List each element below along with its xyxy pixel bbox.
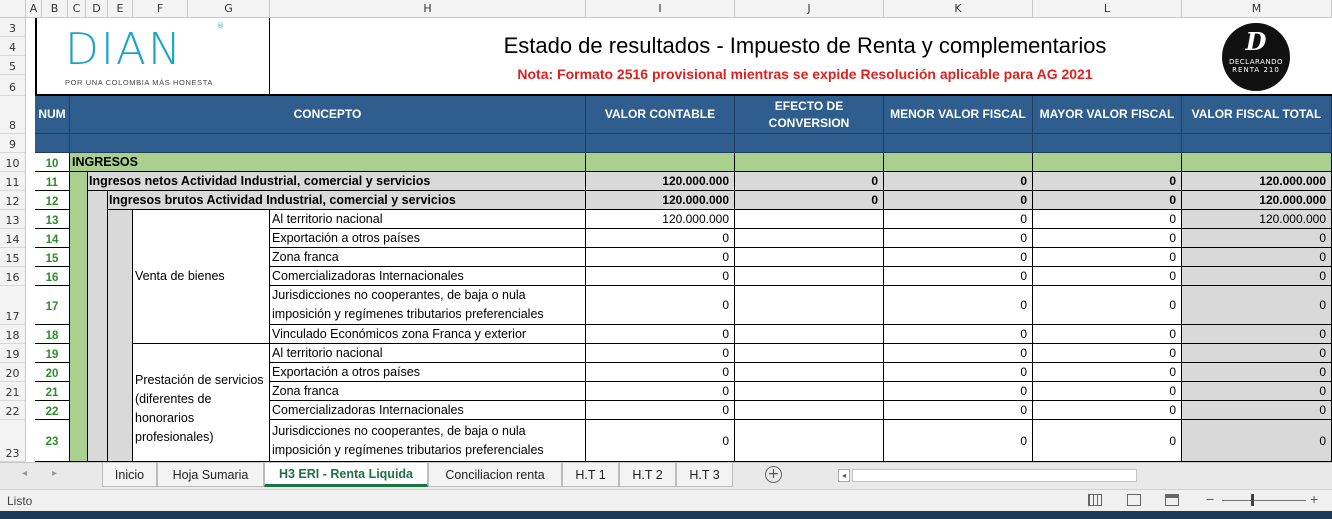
efecto-conversion-cell[interactable]	[735, 401, 884, 420]
valor-fiscal-total-cell[interactable]: 0	[1182, 420, 1332, 462]
valor-fiscal-total-cell[interactable]: 120.000.000	[1182, 210, 1332, 229]
ingresos-netos-ma[interactable]: 0	[1033, 172, 1182, 191]
concept-label[interactable]: Jurisdicciones no cooperantes, de baja o nula imposición y regímenes tributarios preferenciales	[270, 286, 586, 325]
row-header[interactable]: 21	[0, 382, 26, 401]
efecto-conversion-cell[interactable]	[735, 344, 884, 363]
row-header[interactable]: 22	[0, 401, 26, 420]
taskbar	[0, 511, 1332, 519]
row-header[interactable]: 15	[0, 248, 26, 267]
concept-label[interactable]: Vinculado Económicos zona Franca y exterior	[270, 325, 586, 344]
row-header[interactable]: 19	[0, 344, 26, 363]
column-header-g[interactable]: G	[188, 0, 270, 18]
nav-next-icon[interactable]: ▸	[52, 468, 58, 479]
badge-line1: DECLARANDO	[1228, 58, 1284, 66]
menor-valor-cell[interactable]: 0	[884, 229, 1033, 248]
header-spacer-me[interactable]	[884, 134, 1033, 153]
column-header-e[interactable]: E	[108, 0, 133, 18]
row-num[interactable]: 15	[35, 248, 70, 267]
ingresos-netos-ef[interactable]: 0	[735, 172, 884, 191]
valor-contable-cell[interactable]: 0	[586, 325, 735, 344]
menor-valor-cell[interactable]: 0	[884, 344, 1033, 363]
page-title: Estado de resultados - Impuesto de Renta y complementarios	[503, 33, 1107, 58]
mayor-valor-cell[interactable]: 0	[1033, 344, 1182, 363]
sheet-tab-hoja-sumaria[interactable]: Hoja Sumaria	[157, 463, 264, 487]
row-num[interactable]: 19	[35, 344, 70, 363]
row-header[interactable]: 4	[0, 37, 26, 56]
valor-contable-cell[interactable]: 0	[586, 267, 735, 286]
ingresos-ma[interactable]	[1033, 153, 1182, 172]
horizontal-scrollbar[interactable]	[852, 469, 1137, 482]
ingresos-vc[interactable]	[586, 153, 735, 172]
ingresos-brutos-ma[interactable]: 0	[1033, 191, 1182, 210]
row-num[interactable]: 22	[35, 401, 70, 420]
row-header[interactable]: 12	[0, 191, 26, 210]
concept-label[interactable]: Al territorio nacional	[270, 344, 586, 363]
efecto-conversion-cell[interactable]	[735, 267, 884, 286]
group-venta-de-bienes[interactable]: Venta de bienes	[133, 210, 270, 344]
scroll-left-icon[interactable]: ◂	[838, 469, 850, 482]
normal-view-icon[interactable]	[1088, 494, 1102, 506]
concept-label[interactable]: Zona franca	[270, 248, 586, 267]
zoom-in-icon[interactable]: +	[1310, 491, 1319, 507]
valor-fiscal-total-cell[interactable]: 0	[1182, 229, 1332, 248]
efecto-conversion-cell[interactable]	[735, 248, 884, 267]
header-spacer-ma[interactable]	[1033, 134, 1182, 153]
efecto-conversion-cell[interactable]	[735, 325, 884, 344]
header-valor-contable[interactable]: VALOR CONTABLE	[586, 96, 735, 134]
ingresos-netos-to[interactable]: 120.000.000	[1182, 172, 1332, 191]
valor-fiscal-total-cell[interactable]: 0	[1182, 401, 1332, 420]
valor-contable-cell[interactable]: 0	[586, 229, 735, 248]
status-bar	[0, 489, 1332, 511]
concept-label[interactable]: Zona franca	[270, 382, 586, 401]
badge-letter: D	[1245, 27, 1267, 56]
header-menor-valor[interactable]: MENOR VALOR FISCAL	[884, 96, 1033, 134]
row-header[interactable]: 5	[0, 56, 26, 75]
zoom-slider[interactable]	[1222, 500, 1306, 501]
mayor-valor-cell[interactable]: 0	[1033, 420, 1182, 462]
efecto-conversion-cell[interactable]	[735, 210, 884, 229]
header-spacer-ef[interactable]	[735, 134, 884, 153]
row-header[interactable]: 20	[0, 363, 26, 382]
row-num[interactable]: 23	[35, 420, 70, 462]
concept-label[interactable]: Comercializadoras Internacionales	[270, 401, 586, 420]
row-num[interactable]: 10	[35, 153, 70, 172]
mayor-valor-cell[interactable]: 0	[1033, 267, 1182, 286]
status-text: Listo	[7, 494, 33, 508]
select-all-corner[interactable]	[0, 0, 26, 18]
dian-logo: DIAN	[65, 24, 183, 75]
column-header-m[interactable]: M	[1182, 0, 1332, 18]
declarando-renta-badge	[1222, 23, 1290, 91]
logo-box	[35, 18, 270, 96]
efecto-conversion-cell[interactable]	[735, 382, 884, 401]
menor-valor-cell[interactable]: 0	[884, 420, 1033, 462]
page-note: Nota: Formato 2516 provisional mientras se expide Resolución aplicable para AG 2021	[517, 66, 1093, 82]
menor-valor-cell[interactable]: 0	[884, 401, 1033, 420]
ingresos-netos-me[interactable]: 0	[884, 172, 1033, 191]
column-header-i[interactable]: I	[586, 0, 735, 18]
menor-valor-cell[interactable]: 0	[884, 210, 1033, 229]
valor-fiscal-total-cell[interactable]: 0	[1182, 267, 1332, 286]
column-header-c[interactable]: C	[68, 0, 86, 18]
menor-valor-cell[interactable]: 0	[884, 325, 1033, 344]
zoom-out-icon[interactable]: −	[1206, 491, 1215, 507]
row-header[interactable]: 13	[0, 210, 26, 229]
menor-valor-cell[interactable]: 0	[884, 382, 1033, 401]
row-header[interactable]: 23	[0, 420, 26, 462]
mayor-valor-cell[interactable]: 0	[1033, 229, 1182, 248]
badge-line2: RENTA 210	[1232, 66, 1280, 74]
add-sheet-icon[interactable]: +	[765, 466, 782, 483]
logo-registered-mark: ®	[217, 22, 224, 30]
valor-contable-cell[interactable]: 120.000.000	[586, 210, 735, 229]
column-header-b[interactable]: B	[42, 0, 68, 18]
row-num[interactable]: 14	[35, 229, 70, 248]
menor-valor-cell[interactable]: 0	[884, 267, 1033, 286]
row-header[interactable]: 16	[0, 267, 26, 286]
sheet-tab-bar	[0, 462, 1332, 489]
valor-contable-cell[interactable]: 0	[586, 382, 735, 401]
valor-contable-cell[interactable]: 0	[586, 344, 735, 363]
zoom-slider-thumb[interactable]	[1251, 494, 1254, 506]
concept-label[interactable]: Exportación a otros países	[270, 363, 586, 382]
row-header[interactable]: 11	[0, 172, 26, 191]
valor-fiscal-total-cell[interactable]: 0	[1182, 363, 1332, 382]
header-spacer-vc[interactable]	[586, 134, 735, 153]
efecto-conversion-cell[interactable]	[735, 286, 884, 325]
row-header[interactable]: 6	[0, 75, 26, 96]
sheet-tab-conciliacion-renta[interactable]: Conciliacion renta	[428, 463, 562, 487]
efecto-conversion-cell[interactable]	[735, 363, 884, 382]
column-header-h[interactable]: H	[270, 0, 586, 18]
ingresos-netos-vc[interactable]: 120.000.000	[586, 172, 735, 191]
ingresos-to[interactable]	[1182, 153, 1332, 172]
column-header-f[interactable]: F	[133, 0, 188, 18]
indent-level-3	[108, 210, 133, 462]
row-num[interactable]: 21	[35, 382, 70, 401]
valor-contable-cell[interactable]: 0	[586, 420, 735, 462]
valor-fiscal-total-cell[interactable]: 0	[1182, 344, 1332, 363]
sheet-tab-ht2[interactable]: H.T 2	[619, 463, 676, 487]
ingresos-me[interactable]	[884, 153, 1033, 172]
indent-level-2	[88, 191, 108, 462]
row-num[interactable]: 13	[35, 210, 70, 229]
menor-valor-cell[interactable]: 0	[884, 363, 1033, 382]
row-header[interactable]: 10	[0, 153, 26, 172]
section-ingresos[interactable]: INGRESOS	[70, 153, 586, 172]
sheet-tab-inicio[interactable]: Inicio	[102, 463, 157, 487]
column-header-l[interactable]: L	[1033, 0, 1182, 18]
indent-level-1	[70, 172, 88, 462]
ingresos-ef[interactable]	[735, 153, 884, 172]
row-num[interactable]: 17	[35, 286, 70, 325]
row-num[interactable]: 20	[35, 363, 70, 382]
header-mayor-valor[interactable]: MAYOR VALOR FISCAL	[1033, 96, 1182, 134]
valor-fiscal-total-cell[interactable]: 0	[1182, 325, 1332, 344]
row-num[interactable]: 12	[35, 191, 70, 210]
ingresos-netos-label[interactable]: Ingresos netos Actividad Industrial, comercial y servicios	[88, 172, 586, 191]
group-prestacion-servicios[interactable]: Prestación de servicios (diferentes de honorarios profesionales)	[133, 344, 270, 462]
column-header-a[interactable]: A	[26, 0, 42, 18]
row-header[interactable]: 9	[0, 134, 26, 153]
nav-prev-icon[interactable]: ◂	[22, 468, 28, 479]
header-valor-fiscal-total[interactable]: VALOR FISCAL TOTAL	[1182, 96, 1332, 134]
column-header-j[interactable]: J	[735, 0, 884, 18]
mayor-valor-cell[interactable]: 0	[1033, 248, 1182, 267]
mayor-valor-cell[interactable]: 0	[1033, 210, 1182, 229]
efecto-conversion-cell[interactable]	[735, 420, 884, 462]
column-header-k[interactable]: K	[884, 0, 1033, 18]
menor-valor-cell[interactable]: 0	[884, 248, 1033, 267]
row-num[interactable]: 18	[35, 325, 70, 344]
header-spacer-to[interactable]	[1182, 134, 1332, 153]
row-header[interactable]: 8	[0, 96, 26, 134]
ingresos-brutos-vc[interactable]: 120.000.000	[586, 191, 735, 210]
row-num[interactable]: 16	[35, 267, 70, 286]
valor-contable-cell[interactable]: 0	[586, 248, 735, 267]
logo-tagline: POR UNA COLOMBIA MÁS HONESTA	[65, 78, 213, 87]
valor-contable-cell[interactable]: 0	[586, 286, 735, 325]
concept-label[interactable]: Jurisdicciones no cooperantes, de baja o nula imposición y regímenes tributarios preferenciales	[270, 420, 586, 462]
header-efecto-conversion[interactable]: EFECTO DE CONVERSION	[735, 96, 884, 134]
ingresos-brutos-label[interactable]: Ingresos brutos Actividad Industrial, comercial y servicios	[108, 191, 586, 210]
sheet-tab-ht3[interactable]: H.T 3	[676, 463, 733, 487]
ingresos-brutos-me[interactable]: 0	[884, 191, 1033, 210]
sheet-tab-ht1[interactable]: H.T 1	[562, 463, 619, 487]
header-spacer-num[interactable]	[35, 134, 70, 153]
row-num[interactable]: 11	[35, 172, 70, 191]
header-num[interactable]: NUM	[35, 96, 70, 134]
concept-label[interactable]: Comercializadoras Internacionales	[270, 267, 586, 286]
page-break-icon[interactable]	[1165, 494, 1179, 506]
row-header[interactable]: 14	[0, 229, 26, 248]
mayor-valor-cell[interactable]: 0	[1033, 363, 1182, 382]
ingresos-brutos-ef[interactable]: 0	[735, 191, 884, 210]
valor-fiscal-total-cell[interactable]: 0	[1182, 382, 1332, 401]
valor-fiscal-total-cell[interactable]: 0	[1182, 248, 1332, 267]
mayor-valor-cell[interactable]: 0	[1033, 401, 1182, 420]
ingresos-brutos-to[interactable]: 120.000.000	[1182, 191, 1332, 210]
row-header[interactable]: 18	[0, 325, 26, 344]
row-header[interactable]: 17	[0, 286, 26, 325]
valor-fiscal-total-cell[interactable]: 0	[1182, 286, 1332, 325]
valor-contable-cell[interactable]: 0	[586, 401, 735, 420]
valor-contable-cell[interactable]: 0	[586, 363, 735, 382]
sheet-tab-h3-eri[interactable]: H3 ERI - Renta Liquida	[264, 463, 428, 487]
header-concepto[interactable]: CONCEPTO	[70, 96, 586, 134]
efecto-conversion-cell[interactable]	[735, 229, 884, 248]
header-spacer-concepto[interactable]	[70, 134, 586, 153]
row-header[interactable]: 3	[0, 18, 26, 37]
mayor-valor-cell[interactable]: 0	[1033, 382, 1182, 401]
mayor-valor-cell[interactable]: 0	[1033, 325, 1182, 344]
page-layout-icon[interactable]	[1127, 494, 1141, 506]
concept-label[interactable]: Al territorio nacional	[270, 210, 586, 229]
menor-valor-cell[interactable]: 0	[884, 286, 1033, 325]
column-header-d[interactable]: D	[86, 0, 108, 18]
concept-label[interactable]: Exportación a otros países	[270, 229, 586, 248]
mayor-valor-cell[interactable]: 0	[1033, 286, 1182, 325]
